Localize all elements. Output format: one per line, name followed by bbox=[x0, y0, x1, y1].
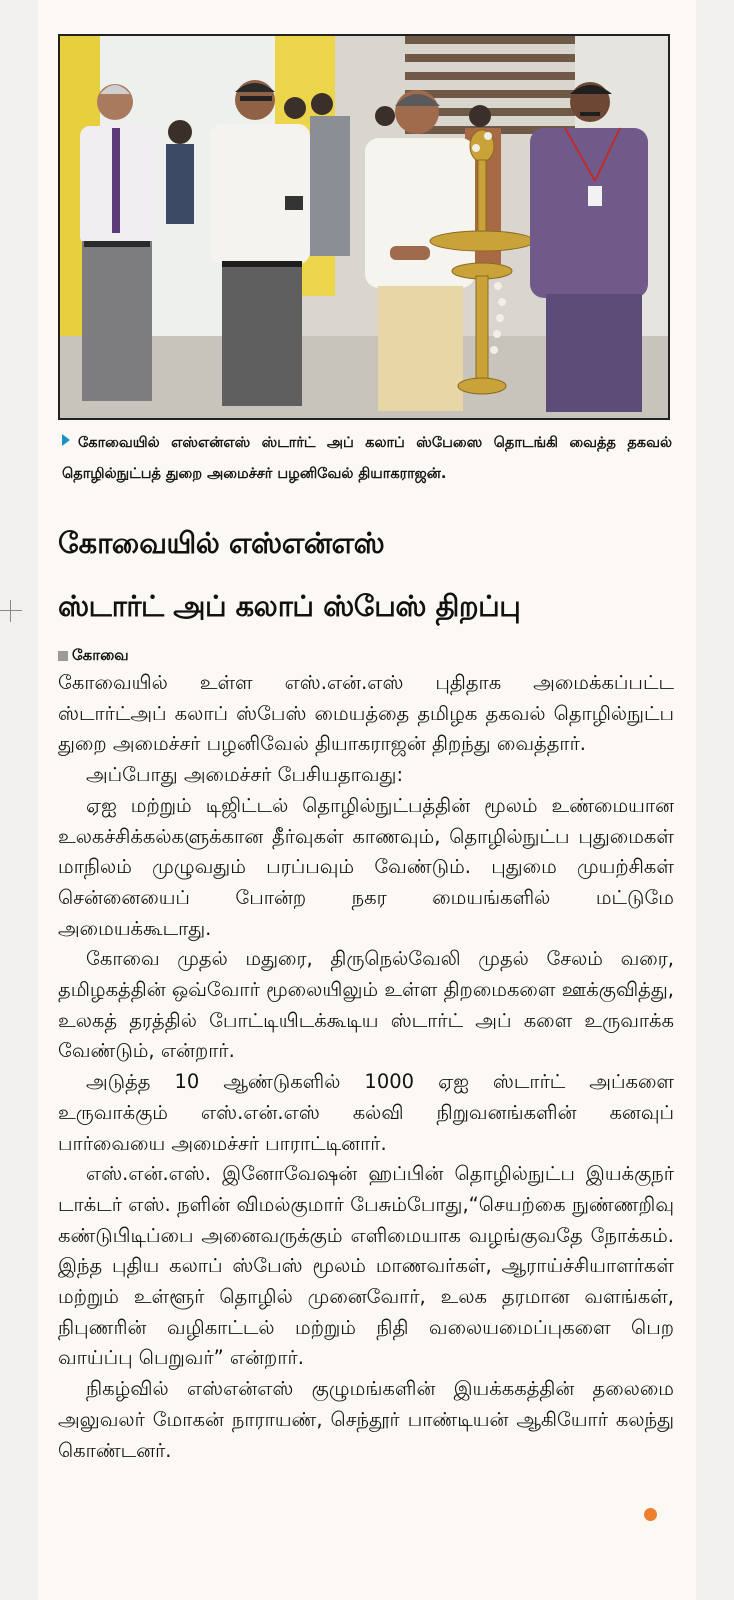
headline-line-1: கோவையில் எஸ்என்எஸ் bbox=[58, 526, 385, 560]
dateline-text: கோவை bbox=[72, 646, 129, 664]
caption-arrow-icon bbox=[62, 434, 70, 446]
caption-text: கோவையில் எஸ்என்எஸ் ஸ்டார்ட் அப் கலாப் ஸ்பேஸை தொடங்கி வைத்த தகவல் தொழில்நுட்பத் துறை அமைச்சர் பழனிவேல் தியாகராஜன். bbox=[62, 435, 672, 482]
paragraph: அடுத்த 10 ஆண்டுகளில் 1000 ஏஐ ஸ்டார்ட் அப்களை உருவாக்கும் எஸ்.என்.எஸ் கல்வி நிறுவனங்களின் கனவுப் பார்வையை அமைச்சர் பாராட்டினார். bbox=[58, 1070, 674, 1155]
paragraph: எஸ்.என்.எஸ். இனோவேஷன் ஹப்பின் தொழில்நுட்ப இயக்குநர் டாக்டர் எஸ். நளின் விமல்குமார் பேசும்போது,“செயற்கை நுண்ணறிவு கண்டுபிடிப்பை அனைவருக்கும் எளிமையாக வழங்குவதே நோக்கம். இந்த புதிய கலாப் ஸ்பேஸ் மூலம் மாணவர்கள், ஆராய்ச்சியாளர்கள் மற்றும் உள்ளூர் தொழில் முனைவோர், உலக தரமான வளங்கள், நிபுணரின் வழிகாட்டல் மற்றும் நிதி வலையமைப்புகளை பெற வாய்ப்பு பெறுவர்” என்றார். bbox=[58, 1162, 674, 1370]
headline bbox=[58, 512, 678, 638]
end-marker-icon bbox=[644, 1508, 657, 1521]
crop-mark-icon bbox=[0, 600, 22, 622]
paragraph: கோவையில் உள்ள எஸ்.என்.எஸ் புதிதாக அமைக்கப்பட்ட ஸ்டார்ட்அப் கலாப் ஸ்பேஸ் மையத்தை தமிழக தகவல் தொழில்நுட்ப துறை அமைச்சர் பழனிவேல் தியாகராஜன் திறந்து வைத்தார். bbox=[58, 671, 674, 756]
headline-line-2: ஸ்டார்ட் அப் கலாப் ஸ்பேஸ் திறப்பு bbox=[58, 589, 521, 623]
paragraph: நிகழ்வில் எஸ்என்எஸ் குழுமங்களின் இயக்ககத்தின் தலைமை அலுவலர் மோகன் நாராயண், செந்தூர் பாண்டியன் ஆகியோர் கலந்து கொண்டனர். bbox=[58, 1377, 674, 1462]
article-body bbox=[58, 668, 674, 1466]
dateline bbox=[58, 646, 129, 666]
square-bullet-icon bbox=[58, 651, 68, 661]
paragraph: அப்போது அமைச்சர் பேசியதாவது: bbox=[86, 763, 404, 787]
news-photo bbox=[58, 34, 670, 420]
paragraph: கோவை முதல் மதுரை, திருநெல்வேலி முதல் சேலம் வரை, தமிழகத்தின் ஒவ்வோர் மூலையிலும் உள்ள திறமைகளை ஊக்குவித்து, உலகத் தரத்தில் போட்டியிடக்கூடிய ஸ்டார்ட் அப் களை உருவாக்க வேண்டும், என்றார். bbox=[58, 947, 674, 1063]
paragraph: ஏஐ மற்றும் டிஜிட்டல் தொழில்நுட்பத்தின் மூலம் உண்மையான உலகச்சிக்கல்களுக்கான தீர்வுகள் காணவும், தொழில்நுட்ப புதுமைகள் மாநிலம் முழுவதும் பரப்பவும் வேண்டும். புதுமை முயற்சிகள் சென்னையைப் போன்ற நகர மையங்களில் மட்டுமே அமையக்கூடாது. bbox=[58, 793, 674, 940]
photo-caption bbox=[62, 428, 672, 490]
